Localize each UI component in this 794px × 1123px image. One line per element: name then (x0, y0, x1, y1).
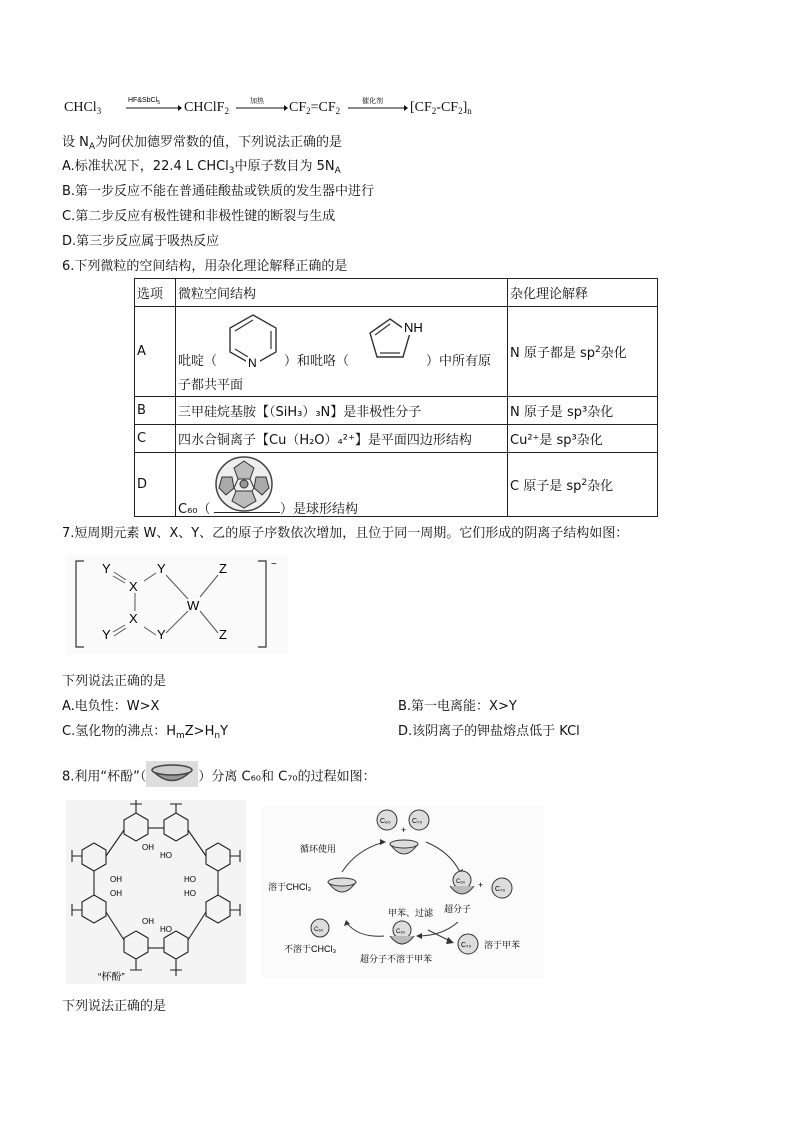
oh-label: OH (142, 917, 154, 926)
oh-label: HO (160, 851, 172, 860)
row-b-option: B (135, 397, 176, 425)
insoluble-chcl3-label: 不溶于CHCl₃ (284, 944, 337, 954)
oh-label: HO (160, 925, 172, 934)
row-b-structure: 三甲硅烷基胺【（SiH₃）₃N】是非极性分子 (176, 397, 508, 425)
row-c-explanation: Cu²⁺是 sp³杂化 (508, 425, 658, 453)
row-c-structure: 四水合铜离子【Cu（H₂O）₄²⁺】是平面四边形结构 (176, 425, 508, 453)
oh-label: HO (184, 875, 196, 884)
q6-table (134, 278, 658, 517)
atom-y: Y (102, 627, 111, 642)
reaction-arrow-3 (348, 95, 408, 117)
table-row (135, 453, 658, 517)
table-row (135, 307, 658, 397)
c60-label: C₆₀ (396, 929, 406, 935)
atom-y: Y (102, 561, 111, 576)
atom-x: X (129, 579, 138, 594)
row-d-explanation: C 原子是 $sp^2$杂化 (508, 453, 658, 517)
c60-label: C₆₀ (380, 818, 391, 825)
atom-z: Z (219, 627, 227, 642)
row-c-option: C (135, 425, 176, 453)
q7-option-b: B.第一电离能：X>Y (398, 699, 517, 714)
atom-x: X (129, 611, 138, 626)
condition-1: HF&SbCl$_5$ (128, 97, 160, 106)
c60-label: C₆₀ (456, 879, 466, 885)
table-row (135, 397, 658, 425)
row-a-explanation: N 原子都是 $sp^2$杂化 (508, 307, 658, 397)
table-row (135, 425, 658, 453)
reaction-arrow-1 (126, 95, 182, 117)
oh-label: OH (110, 889, 122, 898)
recycle-label: 循环使用 (300, 844, 337, 854)
oh-label: OH (110, 875, 122, 884)
plus-sign: + (478, 880, 484, 890)
atom-z: Z (219, 561, 227, 576)
reaction-equation: CHCl$_3$ (64, 100, 102, 116)
reaction-arrow-2 (236, 95, 288, 117)
atom-y: Y (157, 561, 166, 576)
atom-y: Y (157, 627, 166, 642)
header-option: 选项 (135, 279, 176, 307)
product-3: $[CF_2-CF_2]_n$ (410, 100, 472, 116)
calixarene-bowl-icon (146, 765, 198, 789)
pyrrole-structure (352, 311, 428, 369)
soluble-toluene-label: 溶于甲苯 (484, 940, 521, 950)
q7-stem: 7.短周期元素 W、X、Y、乙的原子序数依次增加，且位于同一周期。它们形成的阴离子结构如图： (62, 526, 629, 541)
row-a-structure: 吡啶（ N ）和吡咯（ NH ）中所有原 子都共平面 (176, 307, 508, 397)
c70-label: C₇₀ (461, 942, 472, 949)
toluene-filter-label: 甲苯、过滤 (388, 908, 434, 918)
dissolve-chcl3-label: 溶于CHCl₃ (268, 882, 312, 892)
q5-option-c: C.第二步反应有极性键和非极性键的断裂与生成 (62, 209, 336, 224)
product-2: $CF_2=CF_2$ (289, 100, 341, 116)
calixarene-label: “杯酚” (98, 972, 125, 983)
c70-label: C₇₀ (412, 818, 423, 825)
pyridine-structure (222, 311, 284, 369)
table-header-row (135, 279, 658, 307)
row-d-structure: C₆₀（ ）是球形结构 (176, 453, 508, 517)
supramolecule-label: 超分子 (444, 904, 472, 914)
oh-label: HO (184, 889, 196, 898)
separation-cycle-diagram (262, 806, 544, 978)
q8-stem: 8.利用“杯酚”（ ）分离 C₆₀和 C₇₀的过程如图： (62, 765, 376, 789)
header-structure: 微粒空间结构 (176, 279, 508, 307)
svg-text:N: N (248, 355, 257, 369)
q7-option-d: D.该阴离子的钾盐熔点低于 KCl (398, 724, 580, 739)
product-1: CHClF$_2$ (184, 100, 229, 116)
c60-label: C₆₀ (314, 927, 324, 933)
supramolecule-insoluble-label: 超分子不溶于甲苯 (360, 954, 433, 964)
header-explanation: 杂化理论解释 (508, 279, 658, 307)
oh-label: OH (142, 843, 154, 852)
q5-option-a: A.标准状况下，22.4 L CHCl$_3$中原子数目为 $5N_A$ (62, 159, 341, 176)
svg-text:NH: NH (404, 319, 423, 335)
q6-stem: 6.下列微粒的空间结构，用杂化理论解释正确的是 (62, 259, 348, 274)
q8-ask: 下列说法正确的是 (62, 999, 167, 1014)
q7-option-a: A.电负性：W>X (62, 699, 160, 714)
q5-intro: 设 $N_A$为阿伏加德罗常数的值，下列说法正确的是 (62, 135, 343, 152)
anion-structure-diagram (66, 555, 288, 655)
q5-option-d: D.第三步反应属于吸热反应 (62, 234, 220, 249)
row-a-option: A (135, 307, 176, 397)
q7-option-c: C.氢化物的沸点：$H_mZ>H_nY$ (62, 724, 229, 741)
row-b-explanation: N 原子是 sp³杂化 (508, 397, 658, 425)
calixarene-structure (66, 800, 246, 984)
c60-structure-icon (212, 455, 276, 513)
condition-2: 加热 (250, 98, 264, 105)
q5-option-b: B.第一步反应不能在普通硅酸盐或铁质的发生器中进行 (62, 184, 375, 199)
c70-label: C₇₀ (495, 886, 506, 893)
atom-w: W (187, 598, 200, 613)
row-d-option: D (135, 453, 176, 517)
q7-ask: 下列说法正确的是 (62, 674, 167, 689)
condition-3: 催化剂 (362, 98, 383, 105)
charge-label: − (271, 559, 277, 570)
plus-sign: + (401, 825, 407, 835)
